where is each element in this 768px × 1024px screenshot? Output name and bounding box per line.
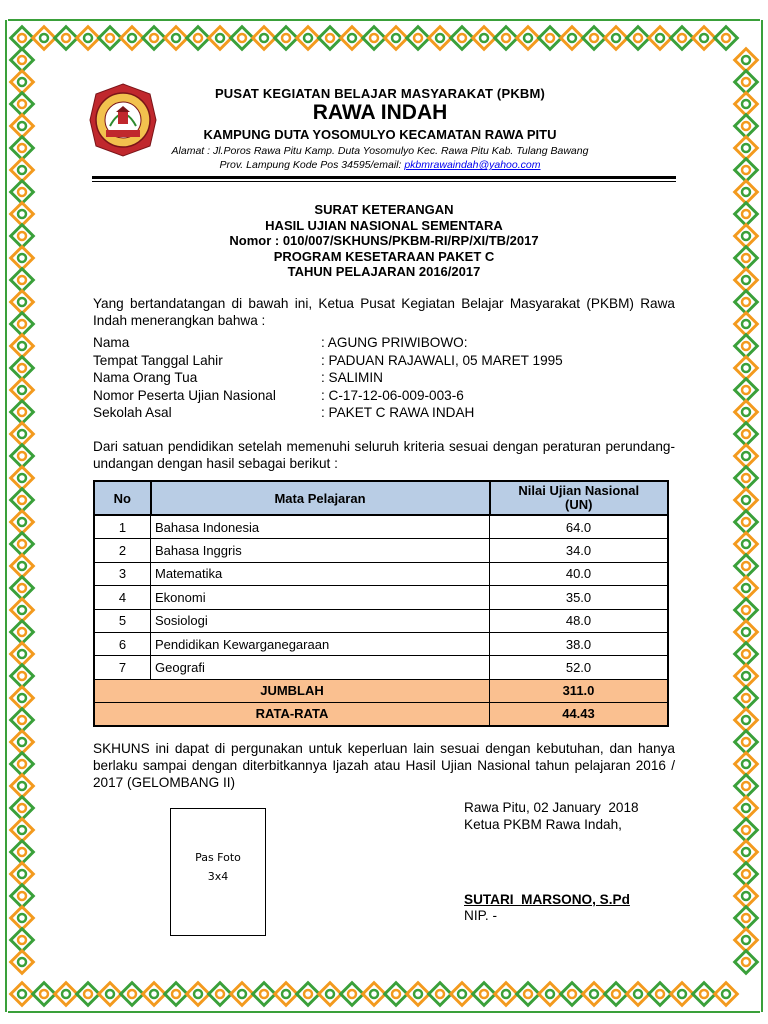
border-knot-motif — [539, 27, 562, 50]
border-knot-motif — [735, 93, 758, 116]
border-knot-motif — [735, 863, 758, 886]
org-title: RAWA INDAH — [312, 101, 448, 124]
border-knot-motif — [693, 983, 716, 1006]
row-subject: Matematika — [151, 562, 490, 585]
photo-label: Pas Foto — [195, 851, 241, 864]
border-knot-motif — [11, 643, 34, 666]
border-knot-motif — [407, 983, 430, 1006]
border-knot-motif — [187, 27, 210, 50]
title-line-2: HASIL UJIAN NASIONAL SEMENTARA — [265, 217, 503, 233]
border-knot-motif — [735, 313, 758, 336]
border-knot-motif — [735, 511, 758, 534]
border-knot-motif — [121, 27, 144, 50]
row-score: 64.0 — [490, 515, 669, 539]
border-knot-motif — [11, 49, 34, 72]
address-prefix: Prov. Lampung Kode Pos 34595/email: — [219, 159, 405, 171]
row-no: 5 — [94, 609, 151, 632]
border-knot-motif — [11, 709, 34, 732]
border-knot-motif — [11, 137, 34, 160]
table-row — [94, 539, 668, 562]
border-knot-motif — [735, 665, 758, 688]
identity-label: Nama — [93, 335, 130, 350]
row-no: 1 — [94, 515, 151, 539]
border-knot-motif — [11, 577, 34, 600]
border-knot-motif — [385, 983, 408, 1006]
border-knot-motif — [99, 27, 122, 50]
border-knot-motif — [11, 951, 34, 974]
border-knot-motif — [11, 687, 34, 710]
signature-header — [464, 800, 639, 833]
border-knot-motif — [11, 983, 34, 1006]
border-knot-motif — [11, 511, 34, 534]
row-no: 6 — [94, 632, 151, 655]
border-knot-motif — [11, 203, 34, 226]
average-row — [94, 702, 668, 726]
header-score-line-1: Nilai Ujian Nasional — [518, 483, 640, 498]
photo-placeholder — [170, 808, 266, 936]
border-knot-motif — [253, 983, 276, 1006]
identity-value: : C-17-12-06-009-003-6 — [321, 387, 464, 403]
row-no: 2 — [94, 539, 151, 562]
border-knot-motif — [11, 555, 34, 578]
border-knot-motif — [735, 643, 758, 666]
border-knot-motif — [11, 753, 34, 776]
signer-role: Ketua PKBM Rawa Indah, — [464, 816, 622, 832]
border-knot-motif — [715, 27, 738, 50]
address-line-2 — [130, 158, 630, 172]
border-knot-motif — [561, 983, 584, 1006]
border-knot-motif — [275, 27, 298, 50]
border-knot-motif — [735, 445, 758, 468]
address-line-1: Alamat : Jl.Poros Rawa Pitu Kamp. Duta Yosomulyo Kec. Rawa Pitu Kab. Tulang Bawang — [171, 145, 589, 157]
border-knot-motif — [735, 379, 758, 402]
border-knot-motif — [11, 621, 34, 644]
border-knot-motif — [735, 401, 758, 424]
table-row — [94, 515, 668, 539]
header-subject: Mata Pelajaran — [151, 481, 490, 515]
identity-label: Nama Orang Tua — [93, 370, 198, 386]
border-knot-motif — [583, 983, 606, 1006]
border-knot-motif — [165, 27, 188, 50]
row-subject: Sosiologi — [151, 609, 490, 632]
border-knot-motif — [539, 983, 562, 1006]
border-knot-motif — [11, 819, 34, 842]
row-no: 3 — [94, 562, 151, 585]
border-knot-motif — [735, 555, 758, 578]
table-header-row — [94, 481, 668, 515]
border-knot-motif — [385, 27, 408, 50]
border-knot-motif — [473, 27, 496, 50]
border-knot-motif — [735, 357, 758, 380]
border-knot-motif — [77, 983, 100, 1006]
row-score: 35.0 — [490, 586, 669, 609]
document-title — [92, 202, 676, 280]
border-knot-motif — [495, 27, 518, 50]
border-knot-motif — [735, 885, 758, 908]
letterhead-rule-thin — [92, 181, 676, 182]
letterhead-rule-thick — [92, 176, 676, 179]
border-knot-motif — [495, 983, 518, 1006]
border-knot-motif — [363, 27, 386, 50]
border-knot-motif — [11, 115, 34, 138]
border-knot-motif — [583, 27, 606, 50]
border-knot-motif — [99, 983, 122, 1006]
row-score: 52.0 — [490, 656, 669, 679]
title-line-1: SURAT KETERANGAN — [314, 202, 454, 217]
border-knot-motif — [735, 137, 758, 160]
border-knot-motif — [11, 841, 34, 864]
border-knot-motif — [735, 775, 758, 798]
border-knot-motif — [11, 599, 34, 622]
border-knot-motif — [451, 27, 474, 50]
border-knot-motif — [11, 885, 34, 908]
average-label: RATA-RATA — [94, 702, 490, 726]
signer-nip: NIP. - — [464, 908, 497, 923]
border-knot-motif — [735, 49, 758, 72]
place-date: Rawa Pitu, 02 January 2018 — [464, 800, 639, 815]
border-knot-motif — [341, 983, 364, 1006]
border-knot-motif — [451, 983, 474, 1006]
table-row — [94, 609, 668, 632]
border-knot-motif — [735, 71, 758, 94]
border-knot-motif — [735, 841, 758, 864]
border-knot-motif — [11, 225, 34, 248]
border-knot-motif — [735, 621, 758, 644]
border-knot-motif — [517, 27, 540, 50]
letterhead — [130, 86, 630, 172]
border-knot-motif — [11, 797, 34, 820]
border-knot-motif — [627, 27, 650, 50]
border-knot-motif — [187, 983, 210, 1006]
border-knot-motif — [735, 203, 758, 226]
border-knot-motif — [735, 181, 758, 204]
header-score — [490, 481, 669, 515]
border-knot-motif — [363, 983, 386, 1006]
border-knot-motif — [517, 983, 540, 1006]
intro-paragraph: Yang bertandatangan di bawah ini, Ketua Pusat Kegiatan Belajar Masyarakat (PKBM) Rawa Indah menerangkan bahwa : — [93, 296, 675, 328]
criteria-paragraph: Dari satuan pendidikan setelah memenuhi seluruh kriteria sesuai dengan peraturan perundang-undangan dengan hasil sebagai berikut : — [93, 439, 675, 471]
total-label: JUMBLAH — [94, 679, 490, 702]
border-knot-motif — [231, 983, 254, 1006]
border-knot-motif — [735, 269, 758, 292]
border-knot-motif — [275, 983, 298, 1006]
photo-size: 3x4 — [207, 870, 229, 883]
border-knot-motif — [735, 797, 758, 820]
border-knot-motif — [735, 907, 758, 930]
border-knot-motif — [735, 159, 758, 182]
border-knot-motif — [231, 27, 254, 50]
border-knot-motif — [735, 247, 758, 270]
border-knot-motif — [11, 291, 34, 314]
border-knot-motif — [11, 467, 34, 490]
row-subject: Bahasa Inggris — [151, 539, 490, 562]
border-knot-motif — [735, 753, 758, 776]
border-knot-motif — [319, 27, 342, 50]
border-knot-motif — [407, 27, 430, 50]
border-knot-motif — [473, 983, 496, 1006]
border-knot-motif — [11, 775, 34, 798]
border-knot-motif — [627, 983, 650, 1006]
border-knot-motif — [649, 27, 672, 50]
border-knot-motif — [11, 863, 34, 886]
border-knot-motif — [671, 983, 694, 1006]
border-knot-motif — [121, 983, 144, 1006]
table-row — [94, 632, 668, 655]
border-knot-motif — [209, 27, 232, 50]
border-knot-motif — [605, 983, 628, 1006]
table-row — [94, 656, 668, 679]
border-knot-motif — [11, 247, 34, 270]
border-knot-motif — [341, 27, 364, 50]
total-row — [94, 679, 668, 702]
border-knot-motif — [143, 983, 166, 1006]
identity-value: : PADUAN RAJAWALI, 05 MARET 1995 — [321, 352, 563, 368]
border-knot-motif — [11, 489, 34, 512]
total-value: 311.0 — [490, 679, 669, 702]
row-subject: Geografi — [151, 656, 490, 679]
title-line-4: PROGRAM KESETARAAN PAKET C — [273, 248, 495, 264]
border-knot-motif — [11, 445, 34, 468]
border-knot-motif — [11, 71, 34, 94]
border-knot-motif — [11, 357, 34, 380]
row-score: 34.0 — [490, 539, 669, 562]
border-knot-motif — [77, 27, 100, 50]
border-knot-motif — [735, 115, 758, 138]
header-no: No — [94, 481, 151, 515]
identity-row — [93, 369, 563, 387]
average-value: 44.43 — [490, 702, 669, 726]
grades-table — [93, 480, 669, 727]
email-link[interactable]: pkbmrawaindah@yahoo.com — [404, 159, 541, 171]
title-line-3: Nomor : 010/007/SKHUNS/PKBM-RI/RP/XI/TB/2017 — [229, 233, 539, 248]
border-knot-motif — [735, 225, 758, 248]
title-line-5: TAHUN PELAJARAN 2016/2017 — [287, 264, 481, 279]
border-knot-motif — [735, 709, 758, 732]
border-knot-motif — [735, 533, 758, 556]
border-knot-motif — [735, 467, 758, 490]
signer-block — [464, 892, 630, 924]
org-location: KAMPUNG DUTA YOSOMULYO KECAMATAN RAWA PITU — [203, 127, 557, 142]
identity-label: Sekolah Asal — [93, 405, 172, 421]
identity-value: : SALIMIN — [321, 370, 383, 386]
identity-row — [93, 404, 563, 422]
closing-paragraph: SKHUNS ini dapat di pergunakan untuk keperluan lain sesuai dengan kebutuhan, dan hanya berlaku sampai dengan diterbitkannya Ijazah atau Hasil Ujian Nasional tahun pelajaran 2016 / 2017 (GELOMBANG II) — [93, 741, 675, 790]
border-knot-motif — [11, 533, 34, 556]
border-knot-motif — [11, 665, 34, 688]
row-subject: Ekonomi — [151, 586, 490, 609]
border-knot-motif — [143, 27, 166, 50]
signer-name: SUTARI MARSONO, S.Pd — [464, 892, 630, 907]
row-score: 38.0 — [490, 632, 669, 655]
border-knot-motif — [11, 335, 34, 358]
border-knot-motif — [649, 983, 672, 1006]
border-knot-motif — [735, 577, 758, 600]
identity-value: : AGUNG PRIWIBOWO: — [321, 335, 468, 350]
border-knot-motif — [735, 291, 758, 314]
identity-row — [93, 334, 563, 352]
border-knot-motif — [429, 983, 452, 1006]
border-knot-motif — [605, 27, 628, 50]
border-knot-motif — [11, 401, 34, 424]
table-row — [94, 562, 668, 585]
identity-block — [93, 334, 563, 422]
row-score: 40.0 — [490, 562, 669, 585]
border-knot-motif — [11, 423, 34, 446]
border-knot-motif — [33, 983, 56, 1006]
identity-label: Nomor Peserta Ujian Nasional — [93, 387, 276, 403]
header-score-line-2: (UN) — [565, 497, 593, 512]
border-knot-motif — [11, 929, 34, 952]
border-knot-motif — [715, 983, 738, 1006]
border-knot-motif — [735, 929, 758, 952]
row-subject: Bahasa Indonesia — [151, 515, 490, 539]
row-no: 4 — [94, 586, 151, 609]
border-knot-motif — [319, 983, 342, 1006]
border-knot-motif — [55, 983, 78, 1006]
identity-value: : PAKET C RAWA INDAH — [321, 405, 475, 421]
org-name-line: PUSAT KEGIATAN BELAJAR MASYARAKAT (PKBM) — [214, 86, 546, 101]
border-knot-motif — [735, 951, 758, 974]
border-knot-motif — [671, 27, 694, 50]
border-knot-motif — [11, 731, 34, 754]
identity-row — [93, 387, 563, 405]
border-knot-motif — [253, 27, 276, 50]
row-score: 48.0 — [490, 609, 669, 632]
border-knot-motif — [209, 983, 232, 1006]
border-knot-motif — [11, 379, 34, 402]
border-knot-motif — [297, 983, 320, 1006]
org-address — [130, 144, 630, 172]
border-knot-motif — [11, 93, 34, 116]
border-knot-motif — [735, 423, 758, 446]
row-subject: Pendidikan Kewarganegaraan — [151, 632, 490, 655]
border-knot-motif — [297, 27, 320, 50]
border-knot-motif — [11, 907, 34, 930]
identity-row — [93, 352, 563, 370]
border-knot-motif — [735, 335, 758, 358]
border-knot-motif — [33, 27, 56, 50]
border-knot-motif — [735, 599, 758, 622]
border-knot-motif — [735, 489, 758, 512]
identity-label: Tempat Tanggal Lahir — [93, 352, 223, 368]
border-knot-motif — [693, 27, 716, 50]
border-knot-motif — [55, 27, 78, 50]
border-knot-motif — [11, 313, 34, 336]
border-knot-motif — [11, 181, 34, 204]
row-no: 7 — [94, 656, 151, 679]
border-knot-motif — [735, 819, 758, 842]
border-knot-motif — [735, 731, 758, 754]
border-knot-motif — [11, 159, 34, 182]
border-knot-motif — [561, 27, 584, 50]
border-knot-motif — [735, 687, 758, 710]
border-knot-motif — [429, 27, 452, 50]
border-knot-motif — [11, 27, 34, 50]
table-row — [94, 586, 668, 609]
border-knot-motif — [11, 269, 34, 292]
border-knot-motif — [165, 983, 188, 1006]
